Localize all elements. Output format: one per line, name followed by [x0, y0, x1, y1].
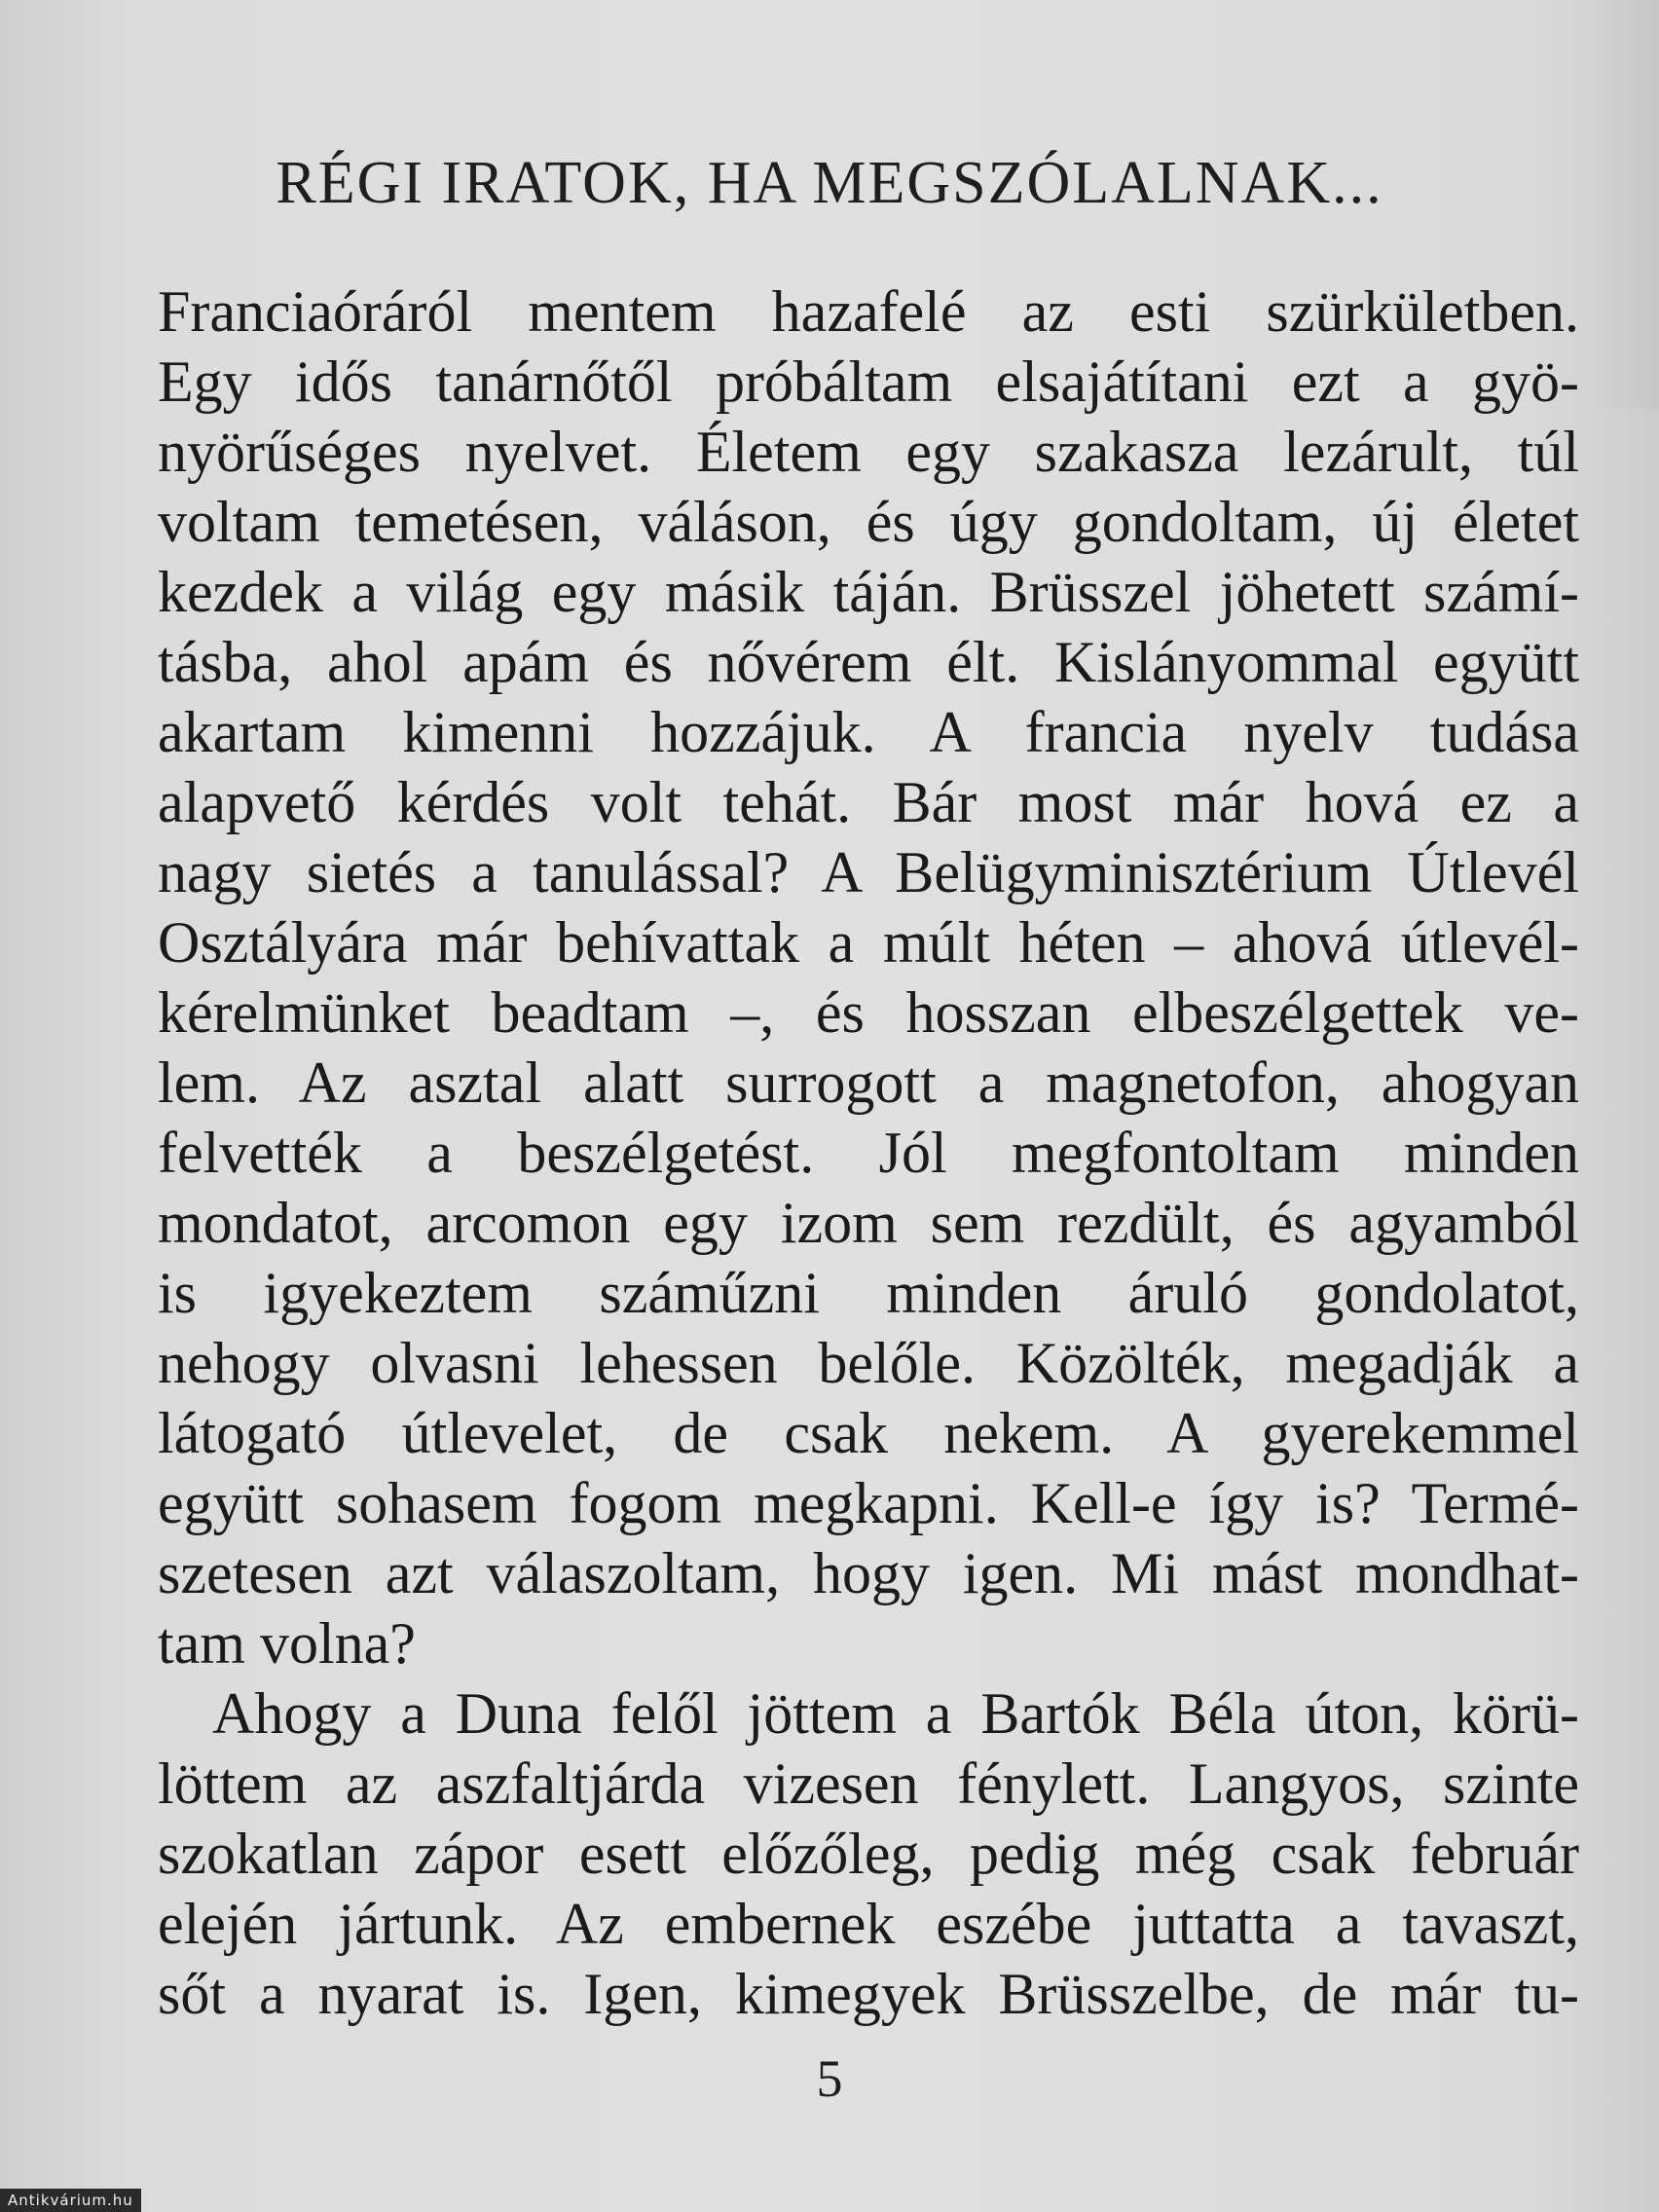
text-line: kérelmünket beadtam –, és hosszan elbeszélgettek ve- [158, 980, 1579, 1045]
text-line: Ahogy a Duna felől jöttem a Bartók Béla úton, körü- [212, 1681, 1579, 1746]
text-line: voltam temetésen, váláson, és úgy gondoltam, új életet [158, 490, 1579, 554]
text-line: látogató útlevelet, de csak nekem. A gyerekemmel [158, 1401, 1579, 1465]
text-line: lem. Az asztal alatt surrogott a magnetofon, ahogyan [158, 1051, 1579, 1115]
text-line: alapvető kérdés volt tehát. Bár most már hová ez a [158, 770, 1579, 834]
text-line: akartam kimenni hozzájuk. A francia nyelv tudása [158, 700, 1579, 764]
text-line: tásba, ahol apám és nővérem élt. Kislányommal együtt [158, 630, 1579, 694]
body-text [158, 276, 1579, 2029]
text-line: sőt a nyarat is. Igen, kimegyek Brüsszelbe, de már tu- [158, 1962, 1579, 2026]
text-line: Franciaóráról mentem hazafelé az esti szürkületben. [158, 279, 1579, 344]
text-line: együtt sohasem fogom megkapni. Kell-e így is? Termé- [158, 1471, 1579, 1535]
text-line: nehogy olvasni lehessen belőle. Közölték, megadják a [158, 1331, 1579, 1395]
text-line: elején jártunk. Az embernek eszébe juttatta a tavaszt, [158, 1892, 1579, 1956]
text-line: nyörűséges nyelvet. Életem egy szakasza lezárult, túl [158, 420, 1579, 484]
text-line: szetesen azt válaszoltam, hogy igen. Mi mást mondhat- [158, 1541, 1579, 1605]
text-line: is igyekeztem száműzni minden áruló gondolatot, [158, 1261, 1579, 1325]
text-line: Egy idős tanárnőtől próbáltam elsajátítani ezt a gyö- [158, 350, 1579, 414]
page-number: 5 [816, 2049, 843, 2108]
text-line: nagy sietés a tanulással? A Belügyminisztérium Útlevél [158, 840, 1579, 904]
text-line: Osztályára már behívattak a múlt héten – ahová útlevél- [158, 910, 1579, 975]
text-line: szokatlan zápor esett előzőleg, pedig még csak február [158, 1822, 1579, 1886]
text-line: tam volna? [158, 1611, 416, 1676]
paragraph-1 [158, 276, 1579, 1678]
chapter-heading: RÉGI IRATOK, HA MEGSZÓLALNAK... [276, 150, 1383, 216]
text-line: mondatot, arcomon egy izom sem rezdült, és agyamból [158, 1191, 1579, 1255]
text-line: löttem az aszfaltjárda vizesen fénylett. Langyos, szinte [158, 1751, 1579, 1816]
watermark: Antikvárium.hu [0, 2189, 141, 2212]
paragraph-2 [158, 1678, 1579, 2029]
text-line: felvették a beszélgetést. Jól megfontoltam minden [158, 1121, 1579, 1185]
text-line: kezdek a világ egy másik táján. Brüsszel jöhetett számí- [158, 560, 1579, 624]
